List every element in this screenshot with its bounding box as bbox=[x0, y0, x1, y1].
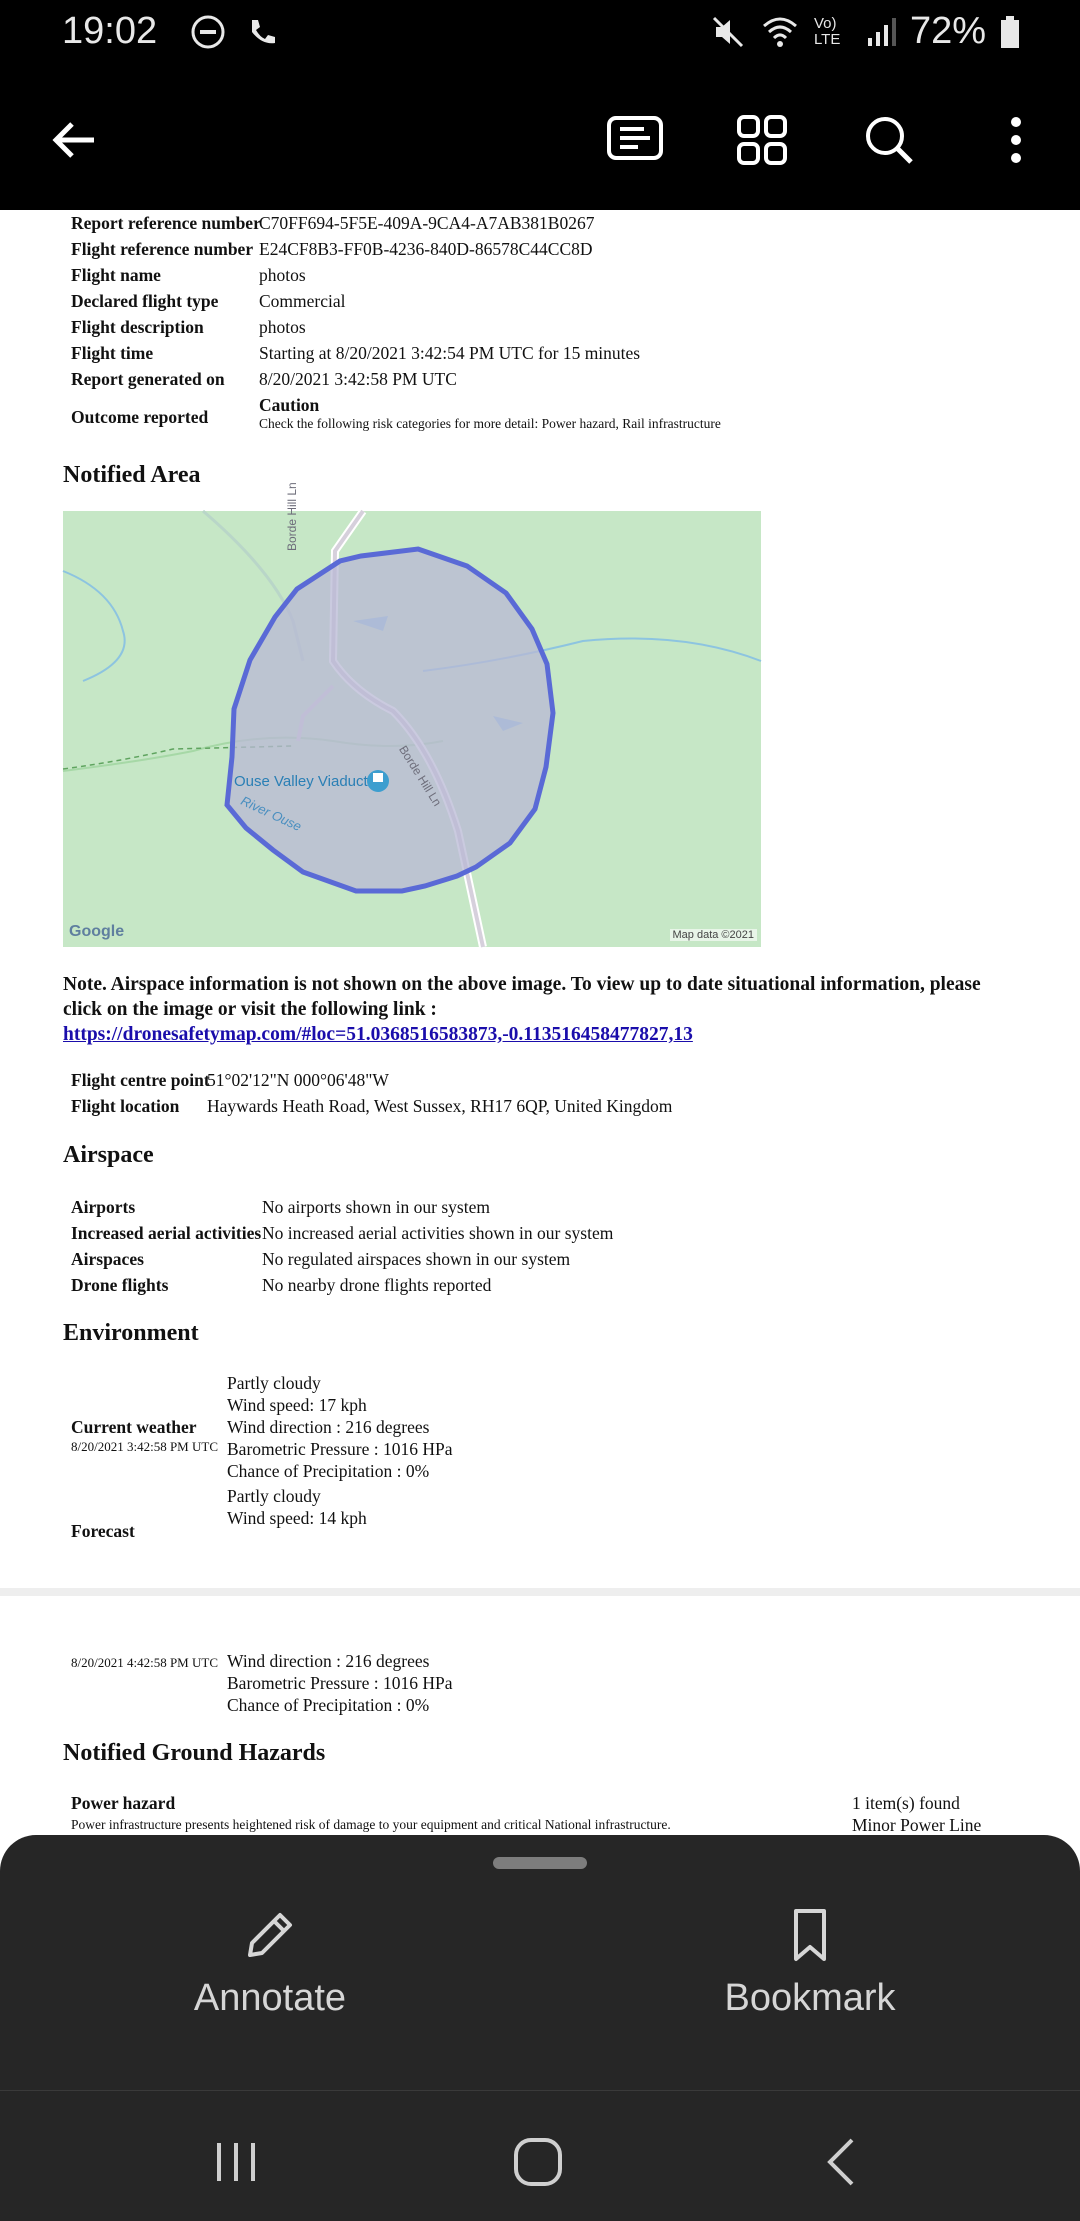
forecast-label: Forecast bbox=[71, 1521, 135, 1541]
annotate-label: Annotate bbox=[193, 1977, 347, 2019]
table-row: Flight description photos bbox=[71, 317, 306, 337]
bottom-sheet bbox=[0, 1835, 1080, 2090]
environment-heading: Environment bbox=[63, 1320, 199, 1346]
table-row: Airports No airports shown in our system bbox=[71, 1197, 490, 1217]
airspace-note bbox=[63, 972, 1023, 1047]
table-row: Flight time Starting at 8/20/2021 3:42:54 PM UTC for 15 minutes bbox=[71, 343, 641, 363]
status-bar bbox=[0, 0, 1080, 68]
table-row: Flight reference number E24CF8B3-FF0B-4236-840D-86578C44CC8D bbox=[71, 239, 593, 259]
reading-mode-button[interactable] bbox=[603, 108, 667, 172]
map-canvas bbox=[63, 511, 761, 947]
ground-hazards-heading: Notified Ground Hazards bbox=[63, 1740, 326, 1766]
notified-area-heading: Notified Area bbox=[63, 462, 201, 488]
page-grid-button[interactable] bbox=[730, 108, 794, 172]
table-row: Report reference number C70FF694-5F5E-409A-9CA4-A7AB381B0267 bbox=[71, 213, 595, 233]
do-not-disturb-icon bbox=[190, 14, 226, 50]
map-road-label: Borde Hill Ln bbox=[396, 743, 445, 809]
hazard-type: Minor Power Line bbox=[852, 1815, 982, 1835]
map-river-label: River Ouse bbox=[238, 793, 304, 835]
system-back-button[interactable] bbox=[812, 2136, 872, 2188]
sheet-drag-handle[interactable] bbox=[493, 1857, 587, 1869]
network-type: Vo) LTE bbox=[813, 14, 841, 48]
hazard-count: 1 item(s) found bbox=[852, 1793, 960, 1813]
table-row: Airspaces No regulated airspaces shown in our system bbox=[71, 1249, 571, 1269]
note-text: Note. Airspace information is not shown on the above image. To view up to date situational information, please click on the image or visit the following link : bbox=[63, 974, 981, 1020]
pencil-icon bbox=[240, 1905, 300, 1965]
recent-apps-button[interactable] bbox=[206, 2136, 266, 2188]
more-vert-icon bbox=[1006, 114, 1026, 166]
annotate-button[interactable] bbox=[120, 1905, 420, 2020]
recents-icon bbox=[211, 2139, 261, 2185]
mute-icon bbox=[710, 14, 746, 50]
table-row: Increased aerial activities No increased aerial activities shown in our system bbox=[71, 1223, 614, 1243]
bookmark-label: Bookmark bbox=[724, 1977, 896, 2019]
hazard-title: Power hazard bbox=[71, 1793, 176, 1813]
map-road-label: Borde Hill Ln bbox=[285, 482, 299, 551]
status-time: 19:02 bbox=[62, 10, 158, 52]
home-icon bbox=[512, 2136, 564, 2188]
dronesafetymap-link[interactable]: https://dronesafetymap.com/#loc=51.0368516583873,-0.113516458477827,13 bbox=[63, 1024, 693, 1045]
signal-icon bbox=[866, 14, 896, 50]
outcome-value: Caution bbox=[259, 395, 320, 415]
outcome-row: Outcome reported Caution Check the following risk categories for more detail: Power hazard, Rail infrastructure bbox=[71, 392, 971, 436]
text-view-icon bbox=[606, 115, 664, 165]
flight-area-map[interactable] bbox=[63, 482, 761, 947]
home-button[interactable] bbox=[508, 2136, 568, 2188]
map-landmark-label: Ouse Valley Viaduct bbox=[234, 773, 368, 790]
map-attribution: Map data ©2021 bbox=[670, 929, 758, 941]
current-weather-label: Current weather bbox=[71, 1417, 197, 1437]
hazard-description: Power infrastructure presents heightened risk of damage to your equipment and critical National infrastructure. bbox=[71, 1817, 671, 1832]
table-row: Drone flights No nearby drone flights reported bbox=[71, 1275, 492, 1295]
status-right-icons bbox=[710, 10, 1020, 53]
table-row: Flight centre point 51°02'12"N 000°06'48"W bbox=[71, 1070, 389, 1090]
table-row: Declared flight type Commercial bbox=[71, 291, 346, 311]
arrow-left-icon bbox=[48, 114, 100, 166]
more-options-button[interactable] bbox=[984, 108, 1048, 172]
status-left-icons bbox=[190, 14, 280, 50]
battery-level: 72% bbox=[909, 10, 986, 52]
chevron-left-icon bbox=[822, 2136, 862, 2188]
back-button[interactable] bbox=[42, 108, 106, 172]
table-row: Flight name photos bbox=[71, 265, 306, 285]
outcome-detail: Check the following risk categories for more detail: Power hazard, Rail infrastructure bbox=[259, 416, 721, 431]
table-row: Report generated on 8/20/2021 3:42:58 PM UTC bbox=[71, 369, 457, 389]
table-row: Flight location Haywards Heath Road, West Sussex, RH17 6QP, United Kingdom bbox=[71, 1096, 673, 1116]
search-button[interactable] bbox=[857, 108, 921, 172]
grid-icon bbox=[736, 114, 788, 166]
document-page: Report reference number C70FF694-5F5E-409A-9CA4-A7AB381B0267 Flight reference number E24CF8B3-FF0B-4236-840D-86578C44CC8D Flight name photos Declared flight type Commercial Flight description photos Flight time Starting at 8/20/2021 3:42:54 PM UTC for 15 minutes Report generated on 8/20/2021 3:42:58 PM UTC Outcome reported Caution Check the following risk categories for more detail: Power hazard, Rail infrastructure Notified Area Borde Hill Ln Borde Hill Ln Ouse Valley Viaduct River Ouse Google Map data ©2021 Note. Airspace information is not shown on the above image. To view up to date situational information, please click on the image or visit the following link : https://dronesafetymap.com/#loc=51.0368516583873,-0.113516458477827,13 Flight centre point 51°02'12"N 000°06'48"W Flight location Haywards Heath Road, West Sussex, RH17 6QP, United Kingdom Airspace Airports No airports shown in our system Increased aerial activities No increased aerial activities shown in our system Airspaces No regulated airspaces shown in our system Drone flights No nearby drone flights reported Environment Current weather 8/20/2021 3:42:58 PM UTC Partly cloudy Wind speed: 17 kph Wind direction : 216 degrees Barometric Pressure : 1016 HPa Chance of Precipitation : 0% Forecast Partly cloudy Wind speed: 14 kph 8/20/2021 4:42:58 PM UTC Wind direction : 216 degrees Barometric Pressure : 1016 HPa Chance of Precipitation : 0% Notified Ground Hazards Power hazard Power infrastructure presents heightened risk of damage to your equipment and critical National infrastructure. 1 item(s) found Minor Power Line bbox=[0, 210, 1080, 1590]
google-logo: Google bbox=[69, 923, 125, 940]
system-navigation-bar bbox=[0, 2090, 1080, 2221]
search-icon bbox=[863, 114, 915, 166]
current-weather-time: 8/20/2021 3:42:58 PM UTC bbox=[71, 1439, 218, 1454]
call-icon bbox=[244, 14, 280, 50]
battery-icon bbox=[1000, 14, 1020, 50]
wifi-icon bbox=[760, 14, 800, 50]
page-break bbox=[0, 1588, 1080, 1596]
bookmark-icon bbox=[780, 1905, 840, 1965]
app-bar bbox=[0, 68, 1080, 210]
forecast-time: 8/20/2021 4:42:58 PM UTC bbox=[71, 1655, 218, 1670]
bookmark-button[interactable] bbox=[660, 1905, 960, 2020]
airspace-heading: Airspace bbox=[63, 1142, 154, 1168]
